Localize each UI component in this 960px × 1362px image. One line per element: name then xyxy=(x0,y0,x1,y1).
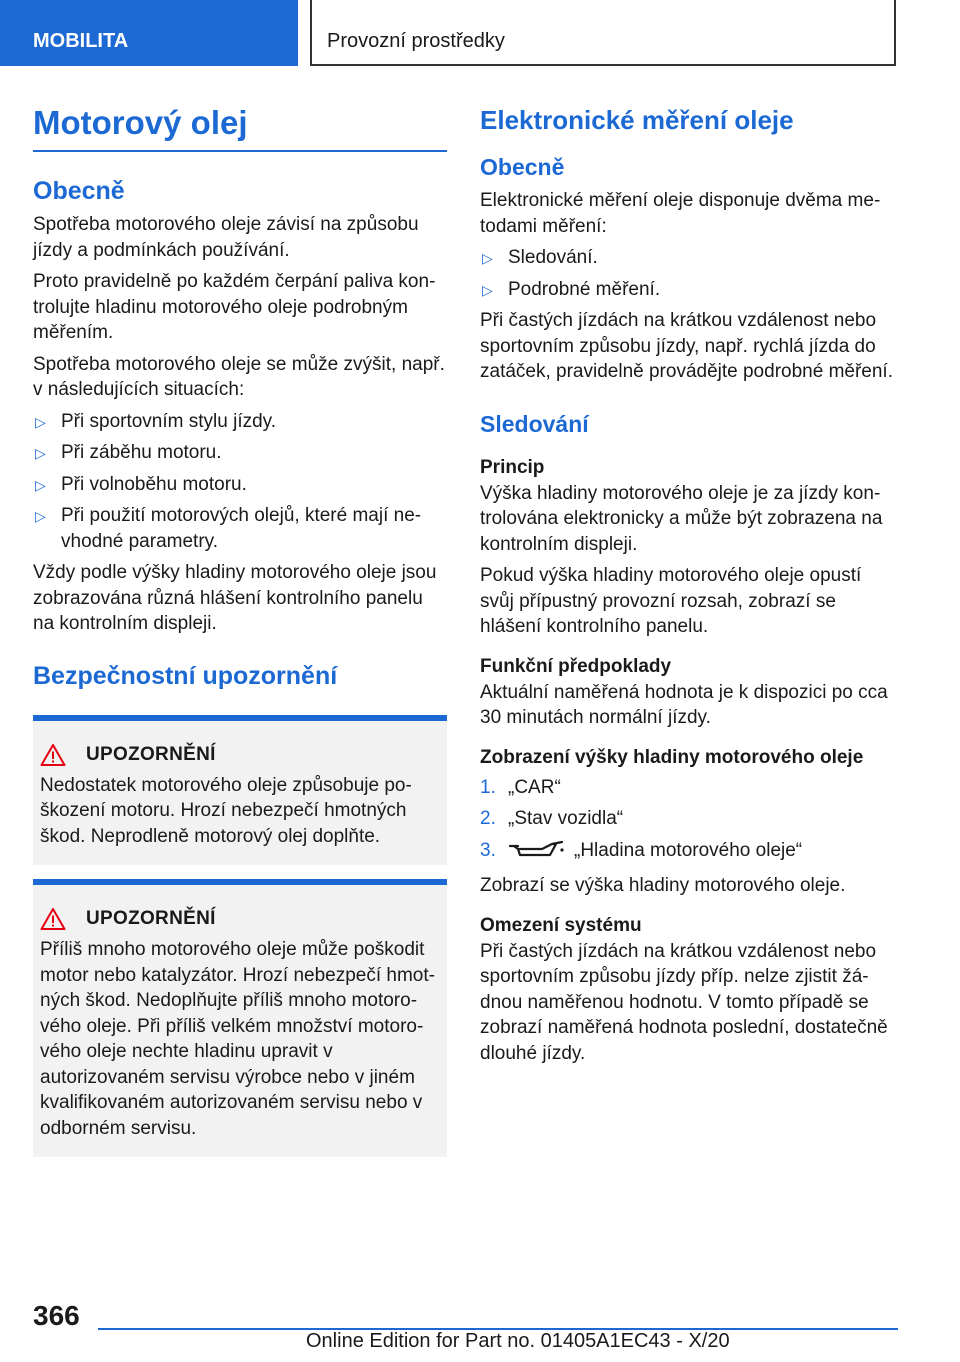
general-heading: Obecně xyxy=(480,154,565,180)
triangle-bullet-icon: ▷ xyxy=(35,445,46,461)
left-column xyxy=(33,100,447,1157)
paragraph: Při častých jízdách na krátkou vzdálenost nebo sportovním způsobu jízdy, např. rychlá jízda do zatáček, pravidelně provádějte podrobné měření. xyxy=(480,310,893,382)
triangle-bullet-icon: ▷ xyxy=(35,476,46,493)
principle-heading: Princip xyxy=(480,456,545,478)
title-rule xyxy=(33,100,447,152)
oil-can-icon xyxy=(508,840,564,868)
display-heading: Zobrazení výšky hladiny motorového oleje xyxy=(480,746,864,768)
section-tab: MOBILITA xyxy=(0,0,298,66)
monitoring-heading: Sledování xyxy=(480,410,589,437)
safety-heading: Bezpečnostní upozornění xyxy=(33,661,338,690)
section-title: Elektronické měření oleje xyxy=(480,105,794,135)
paragraph: Spotřeba motorového oleje se může zvýšit, např. v následujících situacích: xyxy=(33,353,445,400)
list-item: ▷ Podrobné měření. xyxy=(480,277,900,303)
warning-header xyxy=(40,743,439,767)
triangle-bullet-icon: ▷ xyxy=(482,250,493,266)
list-item: ▷ Při záběhu motoru. xyxy=(33,440,447,466)
triangle-bullet-icon: ▷ xyxy=(35,508,46,524)
warning-box xyxy=(33,715,447,866)
warning-header xyxy=(40,907,439,931)
situation-list xyxy=(33,409,447,555)
page-header xyxy=(0,0,960,66)
list-item: 2. „Stav vozidla“ xyxy=(480,808,624,829)
general-heading: Obecně xyxy=(33,177,125,205)
page-number: 366 xyxy=(33,1300,80,1331)
paragraph: Vždy podle výšky hladiny motorového oleje jsou zobrazována různá hlášení kontrolního panelu na kontrolním displeji. xyxy=(33,562,437,634)
paragraph: Aktuální naměřená hodnota je k dispozici po cca 30 minutách normální jízdy. xyxy=(480,681,888,728)
warning-triangle-icon xyxy=(40,743,80,767)
method-list xyxy=(480,245,900,302)
warning-text: Nedostatek motorového oleje způsobuje poškození motoru. Hrozí nebezpečí hmotných škod. Neprodleně motorový olej doplňte. xyxy=(40,774,412,847)
list-item: ▷ Při sportovním stylu jízdy. xyxy=(33,409,447,435)
warning-box xyxy=(33,879,447,1157)
triangle-bullet-icon: ▷ xyxy=(482,281,493,298)
paragraph: Elektronické měření oleje disponuje dvěma metodami měření: xyxy=(480,190,881,237)
list-item: 1. „CAR“ xyxy=(480,776,561,798)
triangle-bullet-icon: ▷ xyxy=(35,413,46,430)
edition-text: Online Edition for Part no. 01405A1EC43 - X/20 xyxy=(306,1330,730,1352)
list-item: 3. „Hladina motorového oleje“ xyxy=(480,838,900,868)
warning-title: UPOZORNĚNÍ xyxy=(86,908,216,929)
right-column xyxy=(480,100,900,1072)
chapter-title: Provozní prostředky xyxy=(310,0,896,66)
limits-heading: Omezení systému xyxy=(480,914,642,936)
warning-text: Příliš mnoho motorového oleje může poškodit motor nebo katalyzátor. Hrozí nebezpečí hmotných škod. Nedoplňujte příliš mnoho motorového oleje. Při příliš velkém množství motorového oleje nechte hladinu upravit v autorizovaném servisu výrobce nebo v jiném kvalifikovaném autorizovaném servisu nebo v odborném servisu. xyxy=(40,939,435,1139)
steps-list xyxy=(480,775,900,868)
warning-title: UPOZORNĚNÍ xyxy=(86,743,216,765)
paragraph: Spotřeba motorového oleje závisí na způsobu jízdy a podmínkách používání. xyxy=(33,214,419,261)
paragraph: Zobrazí se výška hladiny motorového oleje. xyxy=(480,875,846,896)
page-title: Motorový olej xyxy=(33,104,248,141)
paragraph: Při častých jízdách na krátkou vzdálenost nebo sportovním způsobu jízdy příp. nelze zjistit žádnou naměřenou hodnotu. V tomto případě se zobrazí naměřená hodnota poslední, dostatečně dlouhé jízdy. xyxy=(480,940,888,1064)
list-item: ▷ Při volnoběhu motoru. xyxy=(33,472,447,498)
paragraph: Výška hladiny motorového oleje je za jízdy kontrolována elektronicky a může být zobrazena na kontrolním displeji. xyxy=(480,482,883,555)
list-item: ▷ Sledování. xyxy=(480,245,900,271)
paragraph: Pokud výška hladiny motorového oleje opustí svůj přípustný provozní rozsah, zobrazí se hlášení kontrolního panelu. xyxy=(480,565,862,637)
list-item: ▷ Při použití motorových olejů, které mají nevhodné parametry. xyxy=(35,505,422,552)
warning-triangle-icon xyxy=(40,907,80,931)
prerequisites-heading: Funkční předpoklady xyxy=(480,655,672,677)
paragraph: Proto pravidelně po každém čerpání paliva kontrolujte hladinu motorového oleje podrobným měřením. xyxy=(33,271,436,343)
